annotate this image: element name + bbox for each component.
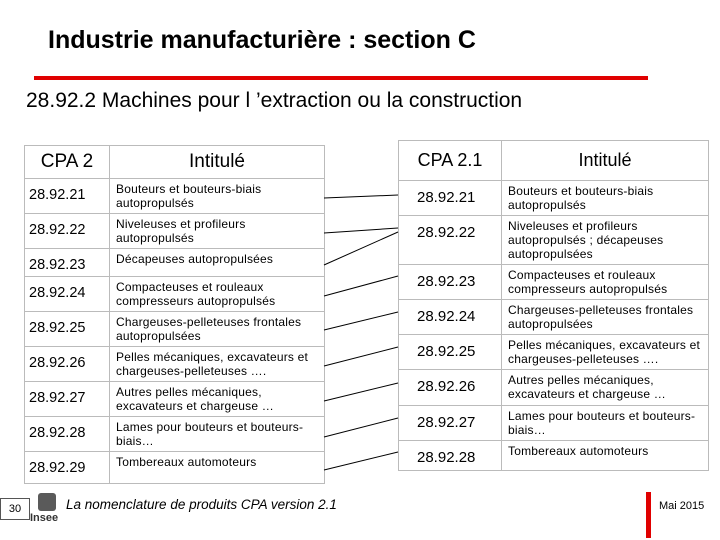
table-row	[25, 249, 325, 277]
code-cell: 28.92.28	[399, 441, 502, 471]
table-row	[25, 347, 325, 382]
label-cell: Autres pelles mécaniques, excavateurs et chargeuse …	[502, 370, 709, 406]
cpa21-table	[398, 140, 709, 471]
mapping-line	[324, 383, 398, 401]
footer-date: Mai 2015	[659, 500, 705, 512]
label-cell: Chargeuses-pelleteuses frontales autopropulsées	[502, 300, 709, 335]
insee-logo-icon	[38, 493, 56, 511]
label-cell: Tombereaux automoteurs	[502, 441, 709, 471]
label-cell: Compacteuses et rouleaux compresseurs autopropulsés	[110, 277, 325, 312]
code-cell: 28.92.24	[399, 300, 502, 335]
code-cell: 28.92.25	[25, 312, 110, 347]
table-row	[25, 214, 325, 249]
label-cell: Compacteuses et rouleaux compresseurs autopropulsés	[502, 265, 709, 300]
table-row	[25, 179, 325, 214]
cpa2-label-header: Intitulé	[110, 146, 325, 179]
table-row	[399, 441, 709, 471]
table-row	[25, 382, 325, 417]
code-cell: 28.92.24	[25, 277, 110, 312]
slide-title: Industrie manufacturière : section C	[48, 26, 476, 54]
slide-subtitle: 28.92.2 Machines pour l ’extraction ou la construction	[26, 89, 523, 112]
table-row	[399, 300, 709, 335]
cpa2-table	[24, 145, 325, 484]
label-cell: Niveleuses et profileurs autopropulsés	[110, 214, 325, 249]
mapping-line	[324, 312, 398, 330]
insee-logo-text: Insee	[30, 512, 59, 524]
mapping-line	[324, 452, 398, 470]
table-row	[399, 406, 709, 441]
label-cell: Pelles mécaniques, excavateurs et chargeuses-pelleteuses ….	[110, 347, 325, 382]
code-cell: 28.92.21	[25, 179, 110, 214]
cpa21-label-header: Intitulé	[502, 141, 709, 181]
label-cell: Bouteurs et bouteurs-biais autopropulsés	[502, 181, 709, 216]
cpa2-code-header: CPA 2	[25, 146, 110, 179]
label-cell: Décapeuses autopropulsées	[110, 249, 325, 277]
mapping-line	[324, 418, 398, 437]
code-cell: 28.92.22	[399, 216, 502, 265]
footer-accent-bar	[646, 492, 651, 538]
label-cell: Pelles mécaniques, excavateurs et chargeuses-pelleteuses ….	[502, 335, 709, 370]
code-cell: 28.92.27	[399, 406, 502, 441]
code-cell: 28.92.22	[25, 214, 110, 249]
table-row	[25, 452, 325, 484]
table-row	[399, 216, 709, 265]
table-row	[25, 312, 325, 347]
mapping-line	[324, 232, 398, 265]
code-cell: 28.92.28	[25, 417, 110, 452]
label-cell: Chargeuses-pelleteuses frontales autopropulsées	[110, 312, 325, 347]
label-cell: Tombereaux automoteurs	[110, 452, 325, 484]
insee-logo	[30, 493, 64, 533]
mapping-line	[324, 228, 398, 233]
label-cell: Bouteurs et bouteurs-biais autopropulsés	[110, 179, 325, 214]
label-cell: Lames pour bouteurs et bouteurs-biais…	[502, 406, 709, 441]
table-row	[399, 370, 709, 406]
table-row	[399, 265, 709, 300]
table-row	[25, 417, 325, 452]
code-cell: 28.92.26	[25, 347, 110, 382]
code-cell: 28.92.25	[399, 335, 502, 370]
code-cell: 28.92.27	[25, 382, 110, 417]
table-row	[25, 277, 325, 312]
label-cell: Lames pour bouteurs et bouteurs-biais…	[110, 417, 325, 452]
mapping-line	[324, 276, 398, 296]
mapping-line	[324, 347, 398, 366]
code-cell: 28.92.21	[399, 181, 502, 216]
table-row	[399, 181, 709, 216]
table-row	[399, 335, 709, 370]
code-cell: 28.92.23	[25, 249, 110, 277]
code-cell: 28.92.23	[399, 265, 502, 300]
code-cell: 28.92.29	[25, 452, 110, 484]
title-underline	[34, 76, 648, 80]
footer-note: La nomenclature de produits CPA version 2.1	[66, 497, 337, 512]
label-cell: Autres pelles mécaniques, excavateurs et chargeuse …	[110, 382, 325, 417]
code-cell: 28.92.26	[399, 370, 502, 406]
label-cell: Niveleuses et profileurs autopropulsés ; décapeuses autopropulsées	[502, 216, 709, 265]
mapping-line	[324, 195, 398, 198]
page-number: 30	[0, 498, 30, 520]
cpa21-code-header: CPA 2.1	[399, 141, 502, 181]
